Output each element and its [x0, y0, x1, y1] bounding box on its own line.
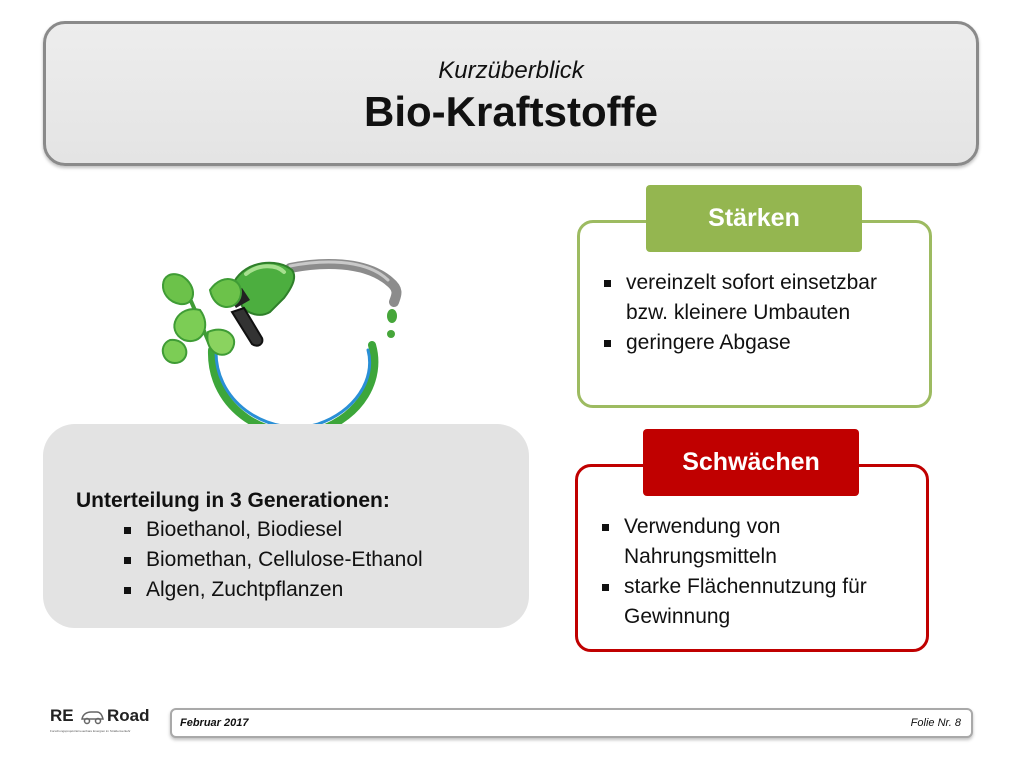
generation-item: Bioethanol, Biodiesel — [120, 515, 520, 545]
generations-list — [120, 515, 520, 605]
footer-bar — [170, 708, 973, 738]
generation-item: Biomethan, Cellulose-Ethanol — [120, 545, 520, 575]
logo-tagline: Forschungsprojekt Erneuerbare Energien im Straßenverkehr — [50, 729, 131, 733]
strengths-tab: Stärken — [646, 185, 862, 252]
generations-heading: Unterteilung in 3 Generationen: — [76, 489, 390, 512]
slide-title-box — [43, 21, 979, 166]
generation-item: Algen, Zuchtpflanzen — [120, 575, 520, 605]
strength-item: vereinzelt sofort einsetzbar bzw. kleinere Umbauten — [600, 268, 920, 328]
project-logo — [46, 703, 158, 741]
fuel-nozzle-leaf-icon — [150, 240, 430, 455]
strengths-list — [600, 268, 920, 358]
weaknesses-list — [598, 512, 918, 632]
weakness-item: starke Flächennutzung für Gewinnung — [598, 572, 918, 632]
weakness-item: Verwendung von Nahrungsmitteln — [598, 512, 918, 572]
strength-item: geringere Abgase — [600, 328, 920, 358]
weaknesses-tab: Schwächen — [643, 429, 859, 496]
car-icon — [79, 705, 105, 727]
logo-text-road: Road — [107, 706, 150, 725]
slide-title: Bio-Kraftstoffe — [364, 88, 658, 135]
footer-date: Februar 2017 — [180, 717, 249, 729]
slide-subtitle: Kurzüberblick — [438, 57, 584, 84]
logo-text-re: RE — [50, 706, 74, 725]
footer-slide-number: Folie Nr. 8 — [910, 717, 961, 729]
